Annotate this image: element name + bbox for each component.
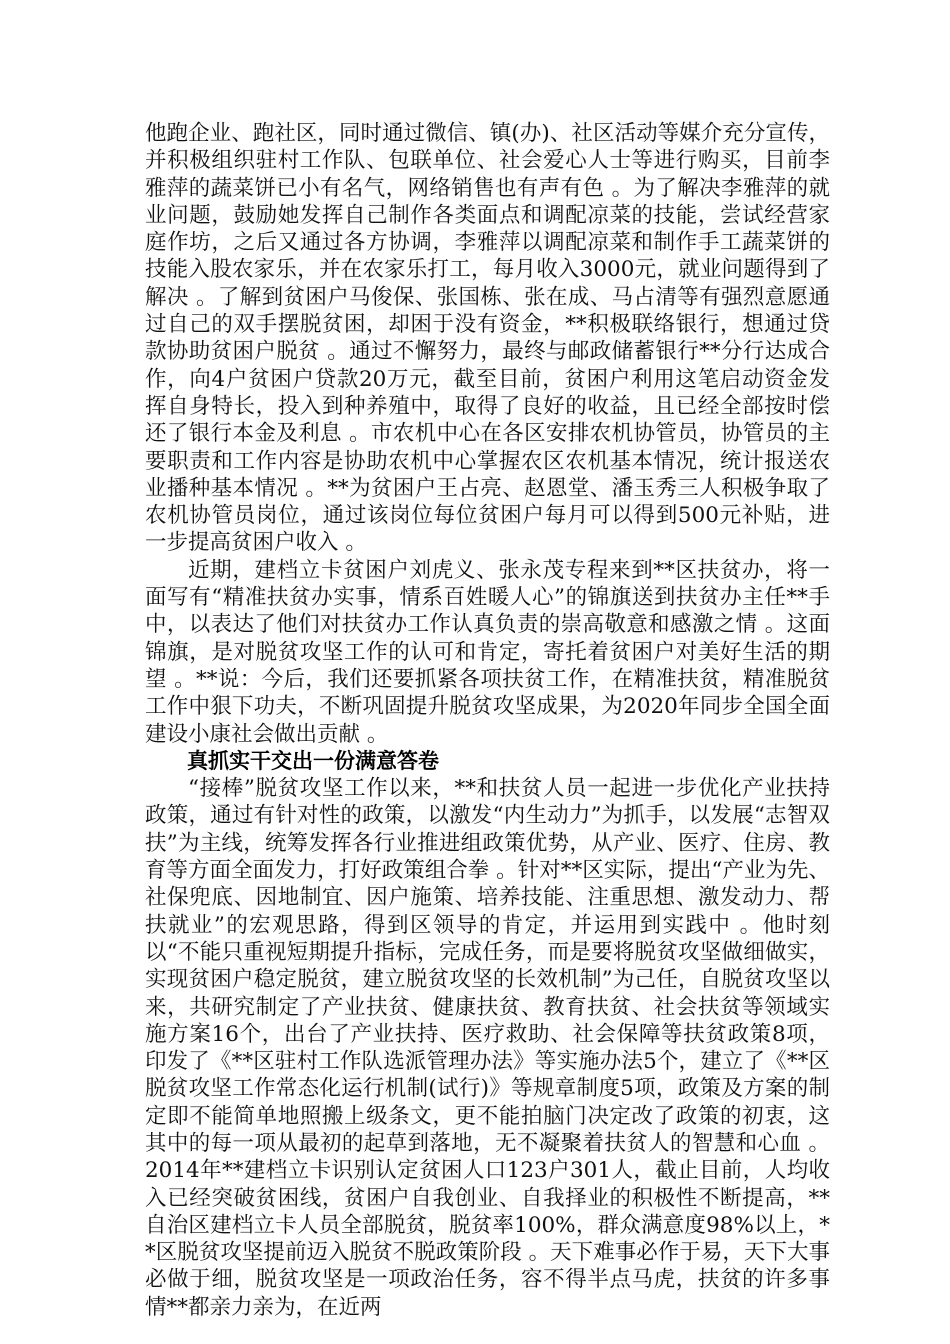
section-heading: 真抓实干交出一份满意答卷 <box>187 748 439 773</box>
document-page <box>145 120 830 1321</box>
paragraph-policy-work: “接棒”脱贫攻坚工作以来，**和扶贫人员一起进一步优化产业扶持政策，通过有针对性的政策，以激发“内生动力”为抓手，以发展“志智双扶”为主线，统筹发挥各行业推进组政策优势，从产业、医疗、住房、教育等方面全面发力，打好政策组合拳 。针对**区实际，提出“产业为先、社保兜底、因地制宜、因户施策、培养技能、注重思想、激发动力、帮扶就业”的宏观思路，得到区领导的肯定，并运用到实践中 。他时刻以“不能只重视短期提升指标，完成任务，而是要将脱贫攻坚做细做实，实现贫困户稳定脱贫，建立脱贫攻坚的长效机制”为己任，自脱贫攻坚以来，共研究制定了产业扶贫、健康扶贫、教育扶贫、社会扶贫等领域实施方案16个，出台了产业扶持、医疗救助、社会保障等扶贫政策8项，印发了《**区驻村工作队选派管理办法》等实施办法5个，建立了《**区脱贫攻坚工作常态化运行机制(试行)》等规章制度5项，政策及方案的制定即不能简单地照搬上级条文，更不能拍脑门决定改了政策的初衷，这其中的每一项从最初的起草到落地，无不凝聚着扶贫人的智慧和心血 。2014年**建档立卡识别认定贫困人口123户301人，截止目前，人均收入已经突破贫困线，贫困户自我创业、自我择业的积极性不断提高，**自治区建档立卡人员全部脱贫，脱贫率100%，群众满意度98%以上，**区脱贫攻坚提前迈入脱贫不脱政策阶段 。天下难事必作于易，天下大事必做于细，脱贫攻坚是一项政治任务，容不得半点马虎，扶贫的许多事情**都亲力亲为，在近两 <box>145 776 830 1320</box>
paragraph-continuation: 他跑企业、跑社区，同时通过微信、镇(办)、社区活动等媒介充分宣传，并积极组织驻村工作队、包联单位、社会爱心人士等进行购买，目前李雅萍的蔬菜饼已小有名气，网络销售也有声有色 。为了解决李雅萍的就业问题，鼓励她发挥自己制作各类面点和调配凉菜的技能，尝试经营家庭作坊，之后又通过各方协调，李雅萍以调配凉菜和制作手工蔬菜饼的技能入股农家乐，并在农家乐打工，每月收入3000元，就业问题得到了解决 。了解到贫困户马俊保、张国栋、张在成、马占清等有强烈意愿通过自己的双手摆脱贫困，却困于没有资金，**积极联络银行，想通过贷款协助贫困户脱贫 。通过不懈努力，最终与邮政储蓄银行**分行达成合作，向4户贫困户贷款20万元，截至目前，贫困户利用这笔启动资金发挥自身特长，投入到种养殖中，取得了良好的收益，且已经全部按时偿还了银行本金及利息 。市农机中心在各区安排农机协管员，协管员的主要职责和工作内容是协助农机中心掌握农区农机基本情况，统计报送农业播种基本情况 。**为贫困户王占亮、赵恩堂、潘玉秀三人积极争取了农机协管员岗位，通过该岗位每位贫困户每月可以得到500元补贴，进一步提高贫困户收入 。 <box>145 121 830 556</box>
paragraph-banner-story: 近期，建档立卡贫困户刘虎义、张永茂专程来到**区扶贫办，将一面写有“精准扶贫办实事，情系百姓暖人心”的锦旗送到扶贫办主任**手中，以表达了他们对扶贫办工作认真负责的崇高敬意和感激之情 。这面锦旗，是对脱贫攻坚工作的认可和肯定，寄托着贫困户对美好生活的期望 。**说：今后，我们还要抓紧各项扶贫工作，在精准扶贫，精准脱贫工作中狠下功夫，不断巩固提升脱贫攻坚成果，为2020年同步全国全面建设小康社会做出贡献 。 <box>145 557 830 747</box>
